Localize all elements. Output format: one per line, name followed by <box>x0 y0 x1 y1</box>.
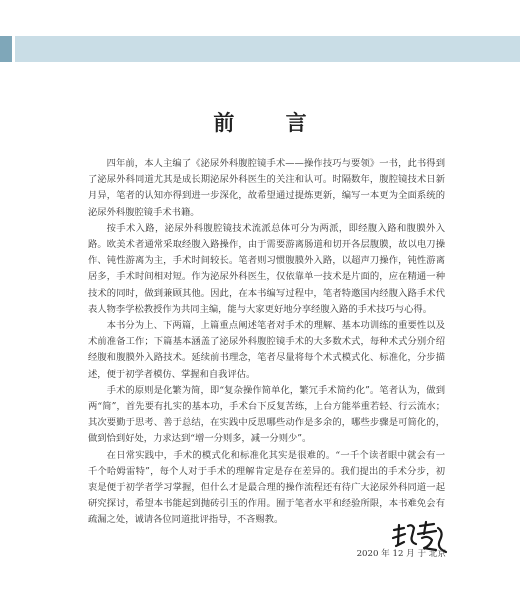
header-band-fill <box>15 36 520 62</box>
paragraph-4: 手术的原则是化繁为简，即“复杂操作简单化，繁冗手术简约化”。笔者认为，做到两“简”，首先要有扎实的基本功，手术台下反复苦练，上台方能举重若轻、行云流水；其次要勤于思考、善于总结，在实践中反思哪些动作是多余的，哪些步骤是可简化的，做到恰到好处，力求达到“增一分则多，减一分则少”。 <box>88 384 445 445</box>
paragraph-5: 在日常实践中，手术的模式化和标准化其实是很难的。“一千个读者眼中就会有一千个哈姆雷特”，每个人对于手术的理解肯定是存在差异的。我们提出的手术分步，初衷是便于初学者学习掌握，但什么才是最合理的操作流程还有待广大泌尿外科同道一起研究探讨，希望本书能起到抛砖引玉的作用。囿于笔者水平和经验所限，本书难免会有疏漏之处，诚请各位同道批评指导，不吝赐教。 <box>88 449 445 526</box>
paragraph-3: 本书分为上、下两篇，上篇重点阐述笔者对手术的理解、基本功训练的重要性以及术前准备工作；下篇基本涵盖了泌尿外科腹腔镜手术的大多数术式，每种术式分别介绍经腹和腹膜外入路技术。延续前书理念，笔者尽量将每个术式模式化、标准化，分步描述，便于初学者模仿、掌握和自我评估。 <box>88 320 445 380</box>
paragraph-2: 按手术入路，泌尿外科腹腔镜技术流派总体可分为两派，即经腹入路和腹膜外入路。欧美术者通常采取经腹入路操作，由于需要游离肠道和切开各层腹膜，故以电刀操作、钝性游离为主，手术时间较长。笔者则习惯腹膜外入路，以超声刀操作，钝性游离居多，手术时间相对短。作为泌尿外科医生，仅依靠单一技术是片面的，应在精通一种技术的同时，做到兼顾其他。因此，在本书编写过程中，笔者特邀国内经腹入路手术代表人物李学松教授作为共同主编，能与大家更好地分享经腹入路的手术技巧与心得。 <box>88 222 445 315</box>
date-line: 2020 年 12 月 于 北京 <box>356 549 446 559</box>
page-title: 前 言 <box>213 110 329 135</box>
paragraph-1: 四年前，本人主编了《泌尿外科腹腔镜手术——操作技巧与要领》一书，此书得到了泌尿外科同道尤其是成长期泌尿外科医生的关注和认可。时隔数年，腹腔镜技术日新月异，笔者的认知亦得到进一步深化，故希望通过提炼更新，编写一本更为全面系统的泌尿外科腹腔镜手术书籍。 <box>88 158 445 218</box>
preface-body <box>88 156 445 529</box>
header-band-accent <box>0 36 12 62</box>
header-band <box>0 36 520 62</box>
